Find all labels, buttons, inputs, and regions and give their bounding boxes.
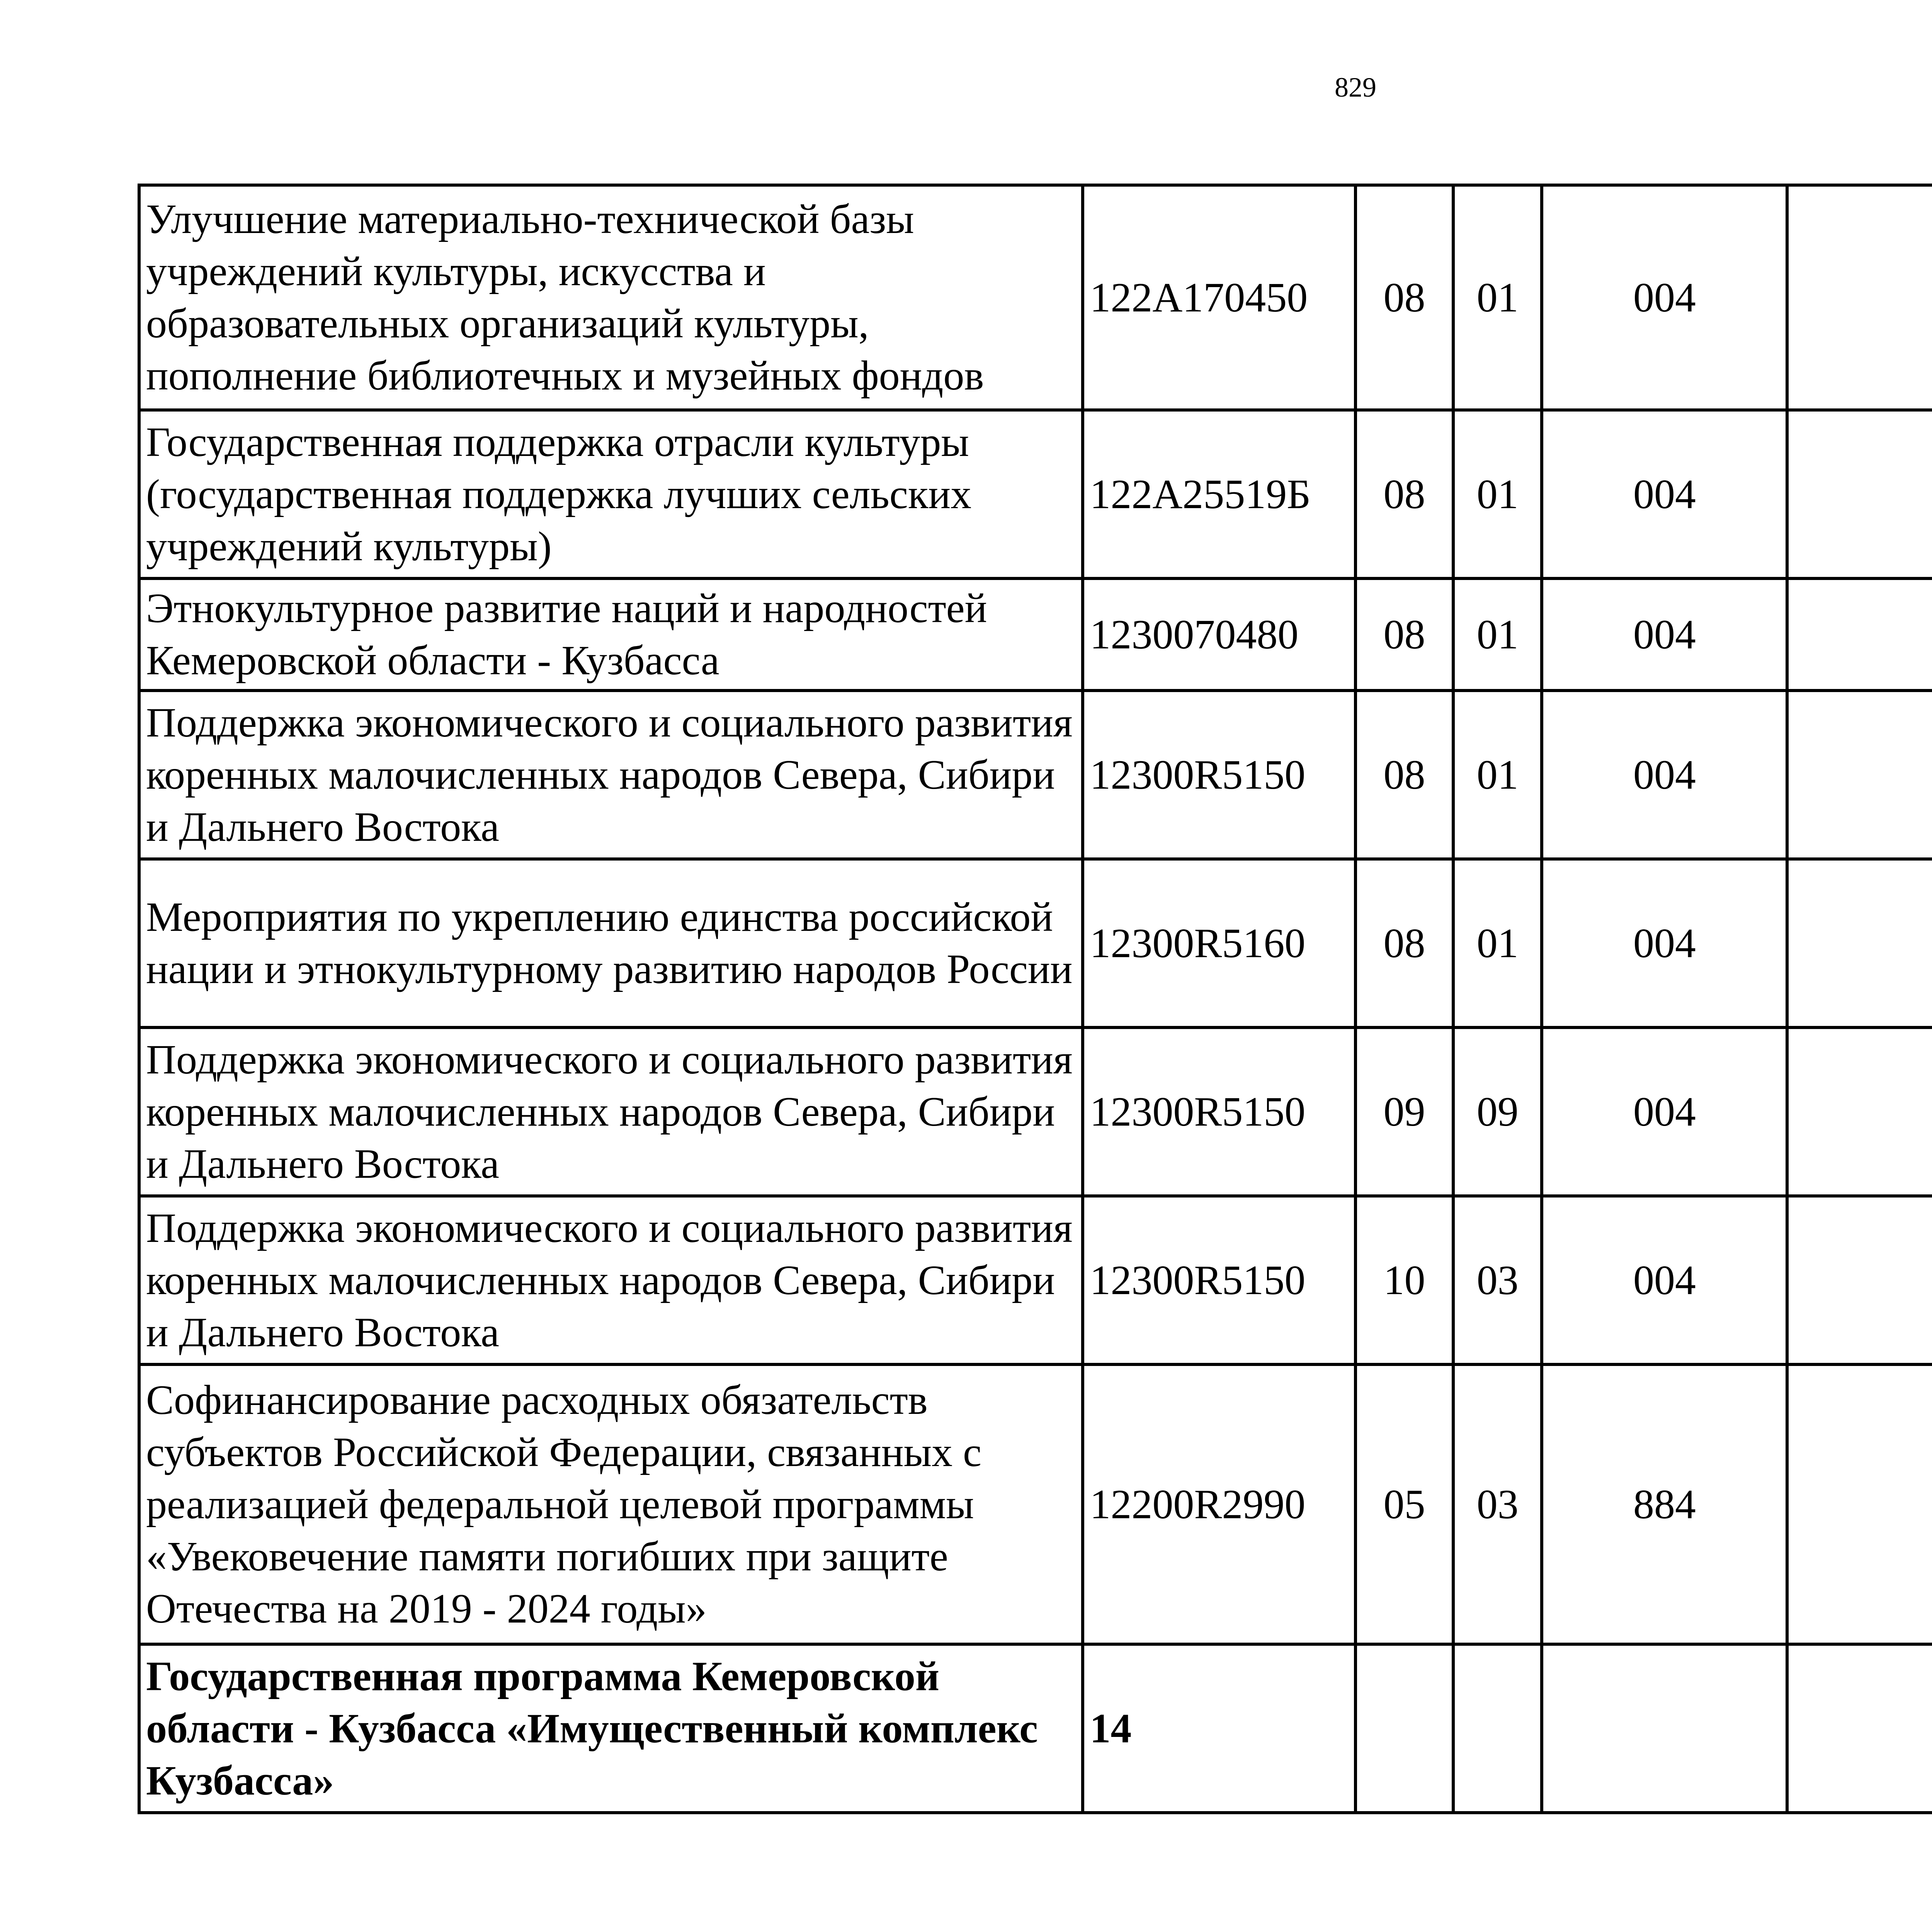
- program-name-cell: Государственная поддержка отрасли культуры (государственная поддержка лучших сельских учреждений культуры): [139, 410, 1083, 578]
- subsection-cell: 01: [1453, 578, 1542, 691]
- expense-type-cell: 004: [1542, 1027, 1787, 1196]
- program-name-cell: Государственная программа Кемеровской области - Кузбасса «Имущественный комплекс Кузбасса»: [139, 1644, 1083, 1813]
- program-name-cell: Улучшение материально-технической базы учреждений культуры, искусства и образовательных организаций культуры, пополнение библиотечных и музейных фондов: [139, 185, 1083, 410]
- page-number: 829: [1335, 72, 1376, 103]
- amount-year1-cell: [1787, 1196, 1932, 1364]
- table-row: [139, 1364, 1932, 1644]
- table-row: [139, 410, 1932, 578]
- table-row: [139, 578, 1932, 691]
- subsection-cell: [1453, 1644, 1542, 1813]
- amount-year1-cell: [1787, 859, 1932, 1027]
- expense-type-cell: 004: [1542, 578, 1787, 691]
- target-article-cell: 12300R5150: [1083, 691, 1355, 859]
- amount-year1-cell: [1787, 578, 1932, 691]
- table-row: [139, 185, 1932, 410]
- amount-year1-cell: [1787, 691, 1932, 859]
- table-row: [139, 1196, 1932, 1364]
- target-article-cell: 122A170450: [1083, 185, 1355, 410]
- expense-type-cell: 004: [1542, 185, 1787, 410]
- target-article-cell: 14: [1083, 1644, 1355, 1813]
- amount-year1-cell: [1787, 410, 1932, 578]
- amount-year1-cell: [1787, 185, 1932, 410]
- section-cell: 08: [1355, 578, 1453, 691]
- target-article-cell: 12300R5160: [1083, 859, 1355, 1027]
- program-name-cell: Поддержка экономического и социального развития коренных малочисленных народов Севера, Сибири и Дальнего Востока: [139, 1027, 1083, 1196]
- subsection-cell: 01: [1453, 185, 1542, 410]
- program-name-cell: Мероприятия по укреплению единства российской нации и этнокультурному развитию народов России: [139, 859, 1083, 1027]
- expense-type-cell: 004: [1542, 1196, 1787, 1364]
- table-row: [139, 1027, 1932, 1196]
- section-cell: 08: [1355, 691, 1453, 859]
- subsection-cell: 03: [1453, 1364, 1542, 1644]
- expense-type-cell: 884: [1542, 1364, 1787, 1644]
- section-cell: [1355, 1644, 1453, 1813]
- expense-type-cell: [1542, 1644, 1787, 1813]
- program-name-cell: Софинансирование расходных обязательств субъектов Российской Федерации, связанных с реализацией федеральной целевой программы «Увековечение памяти погибших при защите Отечества на 2019 - 2024 годы»: [139, 1364, 1083, 1644]
- section-cell: 08: [1355, 410, 1453, 578]
- amount-year1-cell: [1787, 1644, 1932, 1813]
- section-cell: 08: [1355, 859, 1453, 1027]
- target-article-cell: 1230070480: [1083, 578, 1355, 691]
- table-row: [139, 1644, 1932, 1813]
- subsection-cell: 03: [1453, 1196, 1542, 1364]
- program-name-cell: Поддержка экономического и социального развития коренных малочисленных народов Севера, Сибири и Дальнего Востока: [139, 1196, 1083, 1364]
- subsection-cell: 09: [1453, 1027, 1542, 1196]
- expense-type-cell: 004: [1542, 691, 1787, 859]
- target-article-cell: 122A25519Б: [1083, 410, 1355, 578]
- table-body: [139, 185, 1932, 1813]
- expense-type-cell: 004: [1542, 859, 1787, 1027]
- expense-type-cell: 004: [1542, 410, 1787, 578]
- table-row: [139, 859, 1932, 1027]
- target-article-cell: 12300R5150: [1083, 1196, 1355, 1364]
- subsection-cell: 01: [1453, 691, 1542, 859]
- amount-year1-cell: [1787, 1364, 1932, 1644]
- subsection-cell: 01: [1453, 859, 1542, 1027]
- subsection-cell: 01: [1453, 410, 1542, 578]
- table-row: [139, 691, 1932, 859]
- program-name-cell: Этнокультурное развитие наций и народностей Кемеровской области - Кузбасса: [139, 578, 1083, 691]
- budget-table: [138, 184, 1932, 1814]
- section-cell: 05: [1355, 1364, 1453, 1644]
- section-cell: 09: [1355, 1027, 1453, 1196]
- target-article-cell: 12300R5150: [1083, 1027, 1355, 1196]
- target-article-cell: 12200R2990: [1083, 1364, 1355, 1644]
- section-cell: 08: [1355, 185, 1453, 410]
- section-cell: 10: [1355, 1196, 1453, 1364]
- amount-year1-cell: [1787, 1027, 1932, 1196]
- program-name-cell: Поддержка экономического и социального развития коренных малочисленных народов Севера, Сибири и Дальнего Востока: [139, 691, 1083, 859]
